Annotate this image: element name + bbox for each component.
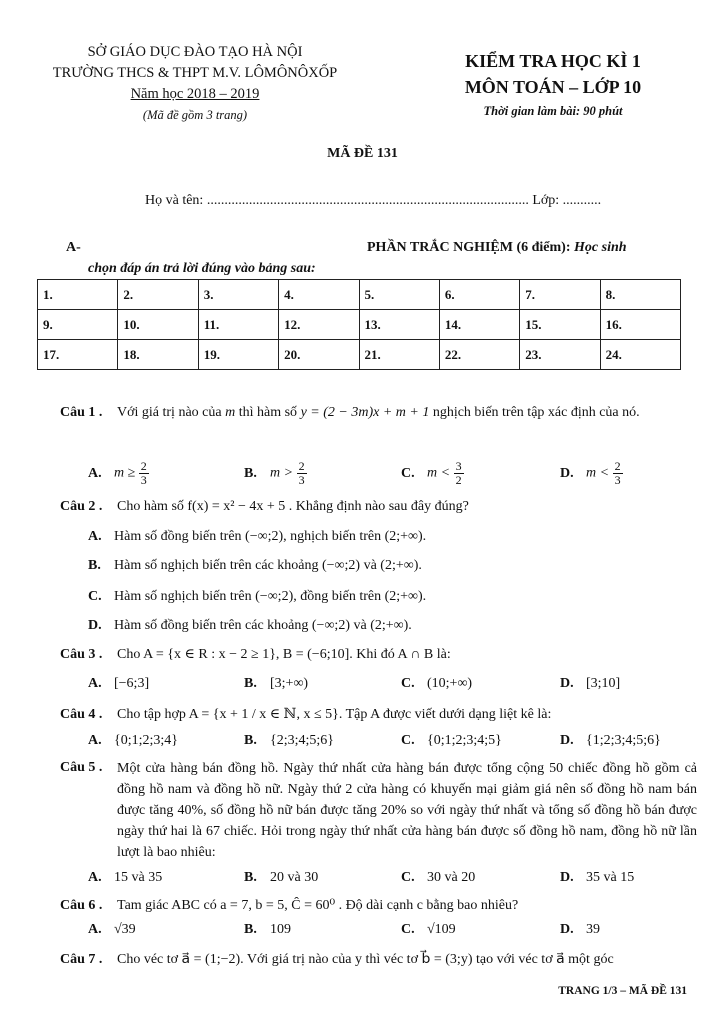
option-text: {2;3;4;5;6} bbox=[270, 733, 334, 748]
q3-option-d[interactable] bbox=[560, 676, 620, 692]
answer-cell[interactable]: 5. bbox=[359, 280, 439, 310]
answer-cell[interactable]: 9. bbox=[38, 310, 118, 340]
question-label: Câu 3 . bbox=[60, 647, 103, 662]
fraction-denominator: 3 bbox=[140, 473, 147, 487]
option-key: B. bbox=[244, 922, 257, 937]
exam-duration: Thời gian làm bài: 90 phút bbox=[483, 104, 623, 118]
answer-cell[interactable]: 16. bbox=[600, 310, 680, 340]
option-fraction bbox=[297, 460, 307, 487]
q2-option-c[interactable] bbox=[88, 589, 426, 605]
q1-option-d[interactable] bbox=[560, 460, 623, 487]
q6-option-d[interactable] bbox=[560, 922, 600, 938]
question-text: Cho tập hợp A = {x + 1 / x ∈ ℕ, x ≤ 5}. Tập A được viết dưới dạng liệt kê là: bbox=[117, 707, 552, 722]
option-key: B. bbox=[244, 465, 257, 481]
answer-cell[interactable]: 11. bbox=[198, 310, 278, 340]
question-label: Câu 7 . bbox=[60, 952, 103, 967]
q6-option-c[interactable] bbox=[401, 922, 456, 938]
question-text: Cho A = {x ∈ R : x − 2 ≥ 1}, B = (−6;10]. Khi đó A ∩ B là: bbox=[117, 647, 451, 662]
q1-option-a[interactable] bbox=[88, 460, 149, 487]
option-text: {0;1;2;3;4;5} bbox=[427, 733, 502, 748]
option-text: Hàm số đồng biến trên (−∞;2), nghịch biến trên (2;+∞). bbox=[114, 529, 427, 544]
option-text: [3;10] bbox=[586, 676, 621, 691]
option-key: D. bbox=[560, 733, 574, 748]
q1-text-b: thì hàm số bbox=[238, 405, 298, 420]
answer-cell[interactable]: 4. bbox=[279, 280, 359, 310]
section-title-bold: PHẦN TRẮC NGHIỆM (6 điểm): bbox=[367, 240, 571, 255]
page-footer: TRANG 1/3 – MÃ ĐỀ 131 bbox=[558, 985, 687, 997]
question-label: Câu 6 . bbox=[60, 898, 103, 913]
option-text: 30 và 20 bbox=[427, 870, 476, 885]
question-label: Câu 1 . bbox=[60, 405, 103, 420]
option-key: A. bbox=[88, 733, 102, 748]
option-key: A. bbox=[88, 465, 102, 481]
answer-cell[interactable]: 3. bbox=[198, 280, 278, 310]
section-title bbox=[367, 240, 627, 256]
exam-title: KIỂM TRA HỌC KÌ 1 bbox=[465, 51, 641, 71]
option-text: 20 và 30 bbox=[270, 870, 319, 885]
q2-option-a[interactable] bbox=[88, 529, 426, 545]
fraction-numerator: 2 bbox=[140, 459, 147, 473]
exam-header bbox=[408, 48, 698, 122]
option-key: D. bbox=[88, 618, 102, 633]
q4-option-c[interactable] bbox=[401, 733, 502, 749]
option-text: [3;+∞) bbox=[270, 676, 309, 691]
option-key: D. bbox=[560, 465, 574, 481]
q1-option-c[interactable] bbox=[401, 460, 464, 487]
option-key: C. bbox=[401, 870, 415, 885]
option-key: D. bbox=[560, 922, 574, 937]
question-text: Cho hàm số f(x) = x² − 4x + 5 . Khẳng định nào sau đây đúng? bbox=[117, 499, 469, 514]
option-text: m < bbox=[586, 465, 610, 481]
q3-option-a[interactable] bbox=[88, 676, 149, 692]
answer-cell[interactable]: 19. bbox=[198, 340, 278, 370]
option-key: B. bbox=[88, 558, 101, 573]
question-label: Câu 2 . bbox=[60, 499, 103, 514]
exam-subject: MÔN TOÁN – LỚP 10 bbox=[464, 77, 642, 97]
q2-option-d[interactable] bbox=[88, 618, 412, 634]
option-key: C. bbox=[401, 733, 415, 748]
q4-option-b[interactable] bbox=[244, 733, 334, 749]
department-name: SỞ GIÁO DỤC ĐÀO TẠO HÀ NỘI bbox=[87, 44, 303, 60]
option-key: C. bbox=[401, 676, 415, 691]
answer-table bbox=[37, 279, 681, 370]
fraction-denominator: 3 bbox=[298, 473, 305, 487]
q4-option-a[interactable] bbox=[88, 733, 178, 749]
option-text: Hàm số nghịch biến trên các khoảng (−∞;2) và (2;+∞). bbox=[114, 558, 422, 573]
q1-text-c: nghịch biến trên tập xác định của nó. bbox=[432, 405, 640, 420]
answer-cell[interactable]: 8. bbox=[600, 280, 680, 310]
school-name: TRƯỜNG THCS & THPT M.V. LÔMÔNÔXỐP bbox=[52, 65, 338, 81]
option-key: B. bbox=[244, 870, 257, 885]
answer-cell[interactable]: 20. bbox=[279, 340, 359, 370]
option-text: [−6;3] bbox=[114, 676, 150, 691]
page-count-note: (Mã đề gồm 3 trang) bbox=[142, 108, 248, 122]
option-fraction bbox=[139, 460, 149, 487]
option-text: 39 bbox=[586, 922, 600, 937]
q2-option-b[interactable] bbox=[88, 558, 422, 574]
q1-var: m bbox=[225, 405, 236, 420]
question-label: Câu 4 . bbox=[60, 707, 103, 722]
option-key: A. bbox=[88, 870, 102, 885]
q6-option-a[interactable] bbox=[88, 922, 136, 938]
option-key: C. bbox=[88, 589, 102, 604]
fraction-denominator: 3 bbox=[614, 473, 621, 487]
answer-cell[interactable]: 13. bbox=[359, 310, 439, 340]
section-instruction: chọn đáp án trả lời đúng vào bảng sau: bbox=[88, 261, 316, 276]
answer-cell[interactable]: 17. bbox=[38, 340, 118, 370]
q1-formula: y = (2 − 3m)x + m + 1 bbox=[300, 405, 430, 420]
fraction-numerator: 2 bbox=[298, 459, 305, 473]
section-marker: A- bbox=[66, 240, 81, 255]
answer-cell[interactable]: 22. bbox=[439, 340, 519, 370]
answer-cell[interactable]: 1. bbox=[38, 280, 118, 310]
option-text: Hàm số đồng biến trên các khoảng (−∞;2) và (2;+∞). bbox=[114, 618, 412, 633]
answer-cell[interactable]: 12. bbox=[279, 310, 359, 340]
q5-option-b[interactable] bbox=[244, 870, 318, 886]
exam-code: MÃ ĐỀ 131 bbox=[327, 146, 398, 161]
question-text: Một cửa hàng bán đồng hồ. Ngày thứ nhất cửa hàng bán được tổng cộng 50 chiếc đồng hồ gồm cả đồng hồ nam và đồng hồ nữ. Ngày thứ 2 cửa hàng có khuyến mại giảm giá nên số đồng hồ nam bán được tăng 40%, số đồng hồ nữ bán được tăng 20% so với ngày thứ nhất và tổng số đồng hồ bán được ngày thứ hai là 67 chiếc. Hỏi trong ngày thứ nhất cửa hàng bán được số đồng hồ nam, đồng hồ nữ lần lượt là bao nhiêu: bbox=[117, 761, 697, 860]
fraction-numerator: 2 bbox=[614, 459, 621, 473]
option-key: D. bbox=[560, 870, 574, 885]
option-text: m ≥ bbox=[114, 465, 136, 481]
q3-option-c[interactable] bbox=[401, 676, 472, 692]
answer-cell[interactable]: 10. bbox=[118, 310, 198, 340]
question-text bbox=[117, 397, 697, 428]
question-text: Tam giác ABC có a = 7, b = 5, Ĉ = 60⁰ . Độ dài cạnh c bằng bao nhiêu? bbox=[117, 898, 519, 913]
option-key: D. bbox=[560, 676, 574, 691]
answer-row bbox=[38, 340, 681, 370]
option-fraction bbox=[613, 460, 623, 487]
q5-option-a[interactable] bbox=[88, 870, 162, 886]
fraction-numerator: 3 bbox=[455, 459, 462, 473]
option-key: B. bbox=[244, 676, 257, 691]
option-text: 15 và 35 bbox=[114, 870, 163, 885]
q5-option-d[interactable] bbox=[560, 870, 634, 886]
answer-cell[interactable]: 7. bbox=[520, 280, 600, 310]
q1-text-a: Với giá trị nào của bbox=[117, 405, 222, 420]
option-key: B. bbox=[244, 733, 257, 748]
fraction-denominator: 2 bbox=[455, 473, 462, 487]
option-key: C. bbox=[401, 465, 415, 481]
q1-option-b[interactable] bbox=[244, 460, 307, 487]
question-label: Câu 5 . bbox=[60, 760, 103, 775]
school-header bbox=[20, 42, 370, 126]
option-text: 109 bbox=[270, 922, 291, 937]
question-text: Cho véc tơ a⃗ = (1;−2). Với giá trị nào của y thì véc tơ b⃗ = (3;y) tạo với véc tơ a⃗ một góc bbox=[117, 952, 614, 967]
answer-cell[interactable]: 23. bbox=[520, 340, 600, 370]
option-key: C. bbox=[401, 922, 415, 937]
answer-cell[interactable]: 21. bbox=[359, 340, 439, 370]
option-text: √109 bbox=[427, 922, 456, 937]
option-key: A. bbox=[88, 529, 102, 544]
q3-option-b[interactable] bbox=[244, 676, 308, 692]
answer-row bbox=[38, 310, 681, 340]
answer-row bbox=[38, 280, 681, 310]
q6-option-b[interactable] bbox=[244, 922, 291, 938]
section-title-italic: Học sinh bbox=[574, 240, 627, 255]
option-key: A. bbox=[88, 922, 102, 937]
option-text: 35 và 15 bbox=[586, 870, 635, 885]
option-text: {1;2;3;4;5;6} bbox=[586, 733, 661, 748]
q4-option-d[interactable] bbox=[560, 733, 661, 749]
answer-cell[interactable]: 24. bbox=[600, 340, 680, 370]
student-info-line: Họ và tên: ............................................................................................ Lớp: ........... bbox=[145, 193, 602, 208]
option-text: Hàm số nghịch biến trên (−∞;2), đồng biến trên (2;+∞). bbox=[114, 589, 427, 604]
answer-cell[interactable]: 18. bbox=[118, 340, 198, 370]
school-year: Năm học 2018 – 2019 bbox=[130, 86, 260, 102]
option-key: A. bbox=[88, 676, 102, 691]
option-fraction bbox=[454, 460, 464, 487]
answer-cell[interactable]: 2. bbox=[118, 280, 198, 310]
option-text: (10;+∞) bbox=[427, 676, 473, 691]
option-text: m > bbox=[270, 465, 294, 481]
answer-cell[interactable]: 15. bbox=[520, 310, 600, 340]
q5-option-c[interactable] bbox=[401, 870, 475, 886]
option-text: {0;1;2;3;4} bbox=[114, 733, 178, 748]
option-text: m < bbox=[427, 465, 451, 481]
answer-cell[interactable]: 14. bbox=[439, 310, 519, 340]
answer-cell[interactable]: 6. bbox=[439, 280, 519, 310]
option-text: √39 bbox=[114, 922, 136, 937]
